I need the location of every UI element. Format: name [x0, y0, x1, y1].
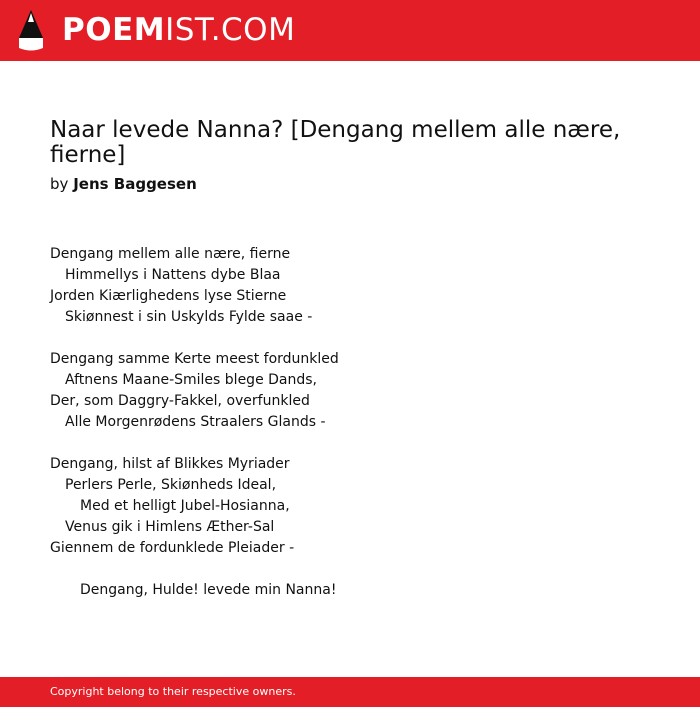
poem-line: Perlers Perle, Skiønheds Ideal, — [65, 477, 277, 493]
poem-body — [50, 244, 650, 601]
poem-line: Dengang samme Kerte meest fordunkled — [50, 351, 339, 367]
poem-line: Venus gik i Himlens Æther-Sal — [65, 519, 275, 535]
poem-title — [50, 118, 650, 168]
copyright-notice: Copyright belong to their respective owners. — [50, 685, 296, 698]
pencil-tip-icon[interactable] — [18, 10, 44, 51]
site-header — [0, 0, 700, 61]
poem-line: Jorden Kiærlighedens lyse Stierne — [50, 288, 287, 304]
stanza-break — [50, 328, 650, 349]
logo-light-text: IST.COM — [165, 12, 296, 48]
poem-line: Himmellys i Nattens dybe Blaa — [65, 267, 281, 283]
site-footer — [0, 677, 700, 707]
poem-line: Alle Morgenrødens Straalers Glands - — [65, 414, 326, 430]
poem-line: Med et helligt Jubel-Hosianna, — [80, 498, 290, 514]
poem-line: Dengang, hilst af Blikkes Myriader — [50, 456, 290, 472]
poem-heading — [50, 118, 650, 194]
poem-line: Dengang mellem alle nære, fierne — [50, 246, 291, 262]
stanza-break — [50, 433, 650, 454]
byline-prefix: by — [50, 175, 69, 193]
poem-title-line-2: fierne] — [50, 142, 126, 168]
poem-line: Der, som Daggry-Fakkel, overfunkled — [50, 393, 310, 409]
stanza-break — [50, 559, 650, 580]
byline — [50, 174, 650, 194]
site-logo[interactable] — [62, 12, 295, 48]
poem-line: Dengang, Hulde! levede min Nanna! — [80, 582, 337, 598]
poem-line: Aftnens Maane-Smiles blege Dands, — [65, 372, 317, 388]
poem-line: Skiønnest i sin Uskylds Fylde saae - — [65, 309, 313, 325]
logo-bold-text: POEM — [62, 12, 166, 48]
poem-title-line-1: Naar levede Nanna? [Dengang mellem alle nære, — [50, 117, 621, 143]
author-name: Jens Baggesen — [73, 175, 197, 193]
poem-line: Giennem de fordunklede Pleiader - — [50, 540, 295, 556]
